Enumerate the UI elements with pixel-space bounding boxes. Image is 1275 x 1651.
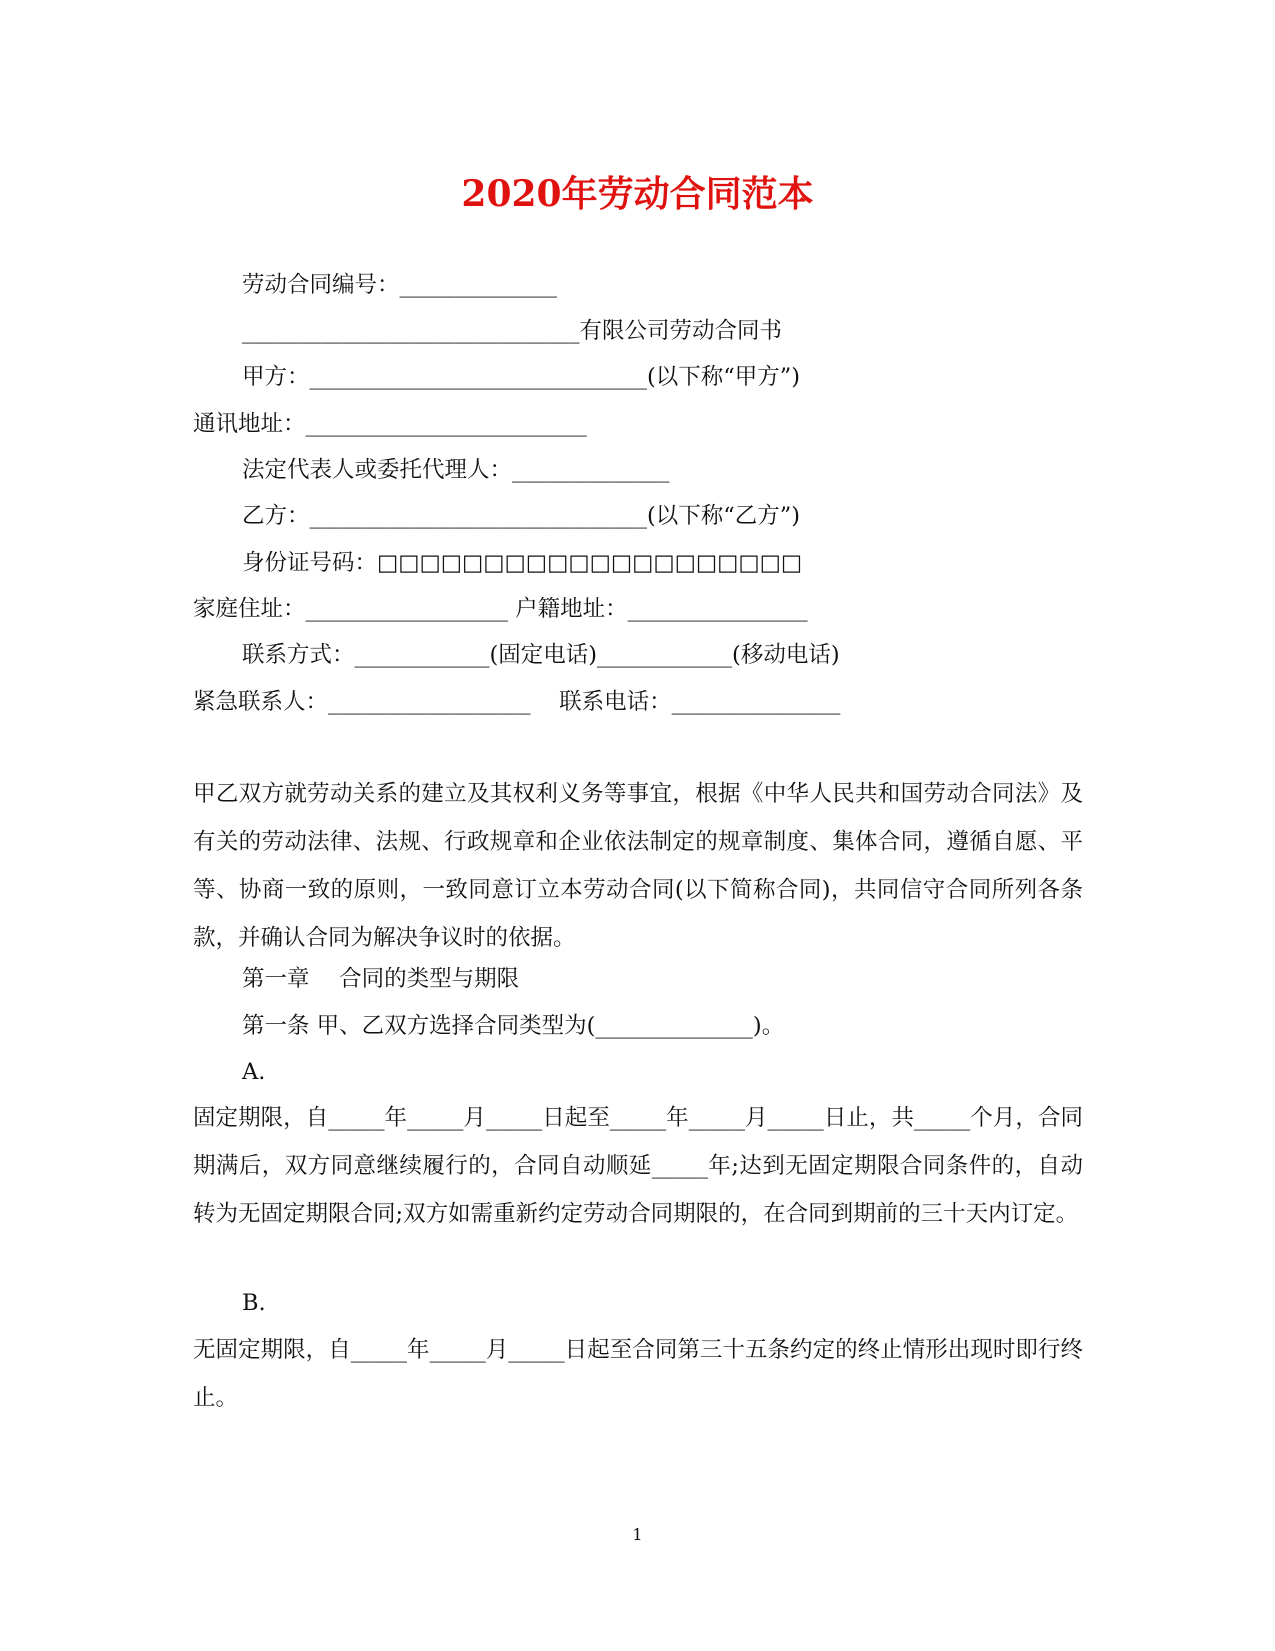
- legal-representative-line: 法定代表人或委托代理人：______________: [242, 457, 670, 483]
- party-b-line: 乙方：______________________________(以下称“乙方”): [242, 503, 801, 529]
- address-line: 通讯地址：_________________________: [193, 411, 587, 437]
- chapter-heading: 第一章 合同的类型与期限: [242, 966, 520, 992]
- page-number: 1: [632, 1525, 643, 1544]
- company-contract-line: ______________________________有限公司劳动合同书: [242, 318, 783, 344]
- home-address-line: 家庭住址：__________________ 户籍地址：________________: [193, 596, 808, 622]
- article-1: 第一条 甲、乙双方选择合同类型为(______________)。: [242, 1013, 785, 1039]
- option-a-label: A.: [242, 1059, 266, 1085]
- preamble-paragraph: 甲乙双方就劳动关系的建立及其权利义务等事宜，根据《中华人民共和国劳动合同法》及有关的劳动法律、法规、行政规章和企业依法制定的规章制度、集体合同，遵循自愿、平等、协商一致的原则，一致同意订立本劳动合同(以下简称合同)，共同信守合同所列各条款，并确认合同为解决争议时的依据。: [193, 781, 1083, 951]
- option-b-label: B.: [242, 1290, 266, 1316]
- contract-number-line: 劳动合同编号：______________: [242, 272, 558, 298]
- emergency-contact-line: 紧急联系人：__________________ 联系电话：_______________: [193, 689, 841, 715]
- contact-line: 联系方式：____________(固定电话)____________(移动电话): [242, 642, 840, 668]
- party-a-line: 甲方：______________________________(以下称“甲方”): [242, 364, 801, 390]
- option-b-paragraph: 无固定期限，自_____年_____月_____日起至合同第三十五条约定的终止情形出现时即行终止。: [193, 1337, 1083, 1411]
- option-a-paragraph: 固定期限，自_____年_____月_____日起至_____年_____月_____日止，共_____个月，合同期满后，双方同意继续履行的，合同自动顺延_____年;达到无固定期限合同条件的，自动转为无固定期限合同;双方如需重新约定劳动合同期限的，在合同到期前的三十天内订定。: [193, 1105, 1083, 1227]
- document-title: 2020年劳动合同范本: [461, 173, 814, 215]
- id-number-line: 身份证号码：□□□□□□□□□□□□□□□□□□□□: [242, 550, 803, 576]
